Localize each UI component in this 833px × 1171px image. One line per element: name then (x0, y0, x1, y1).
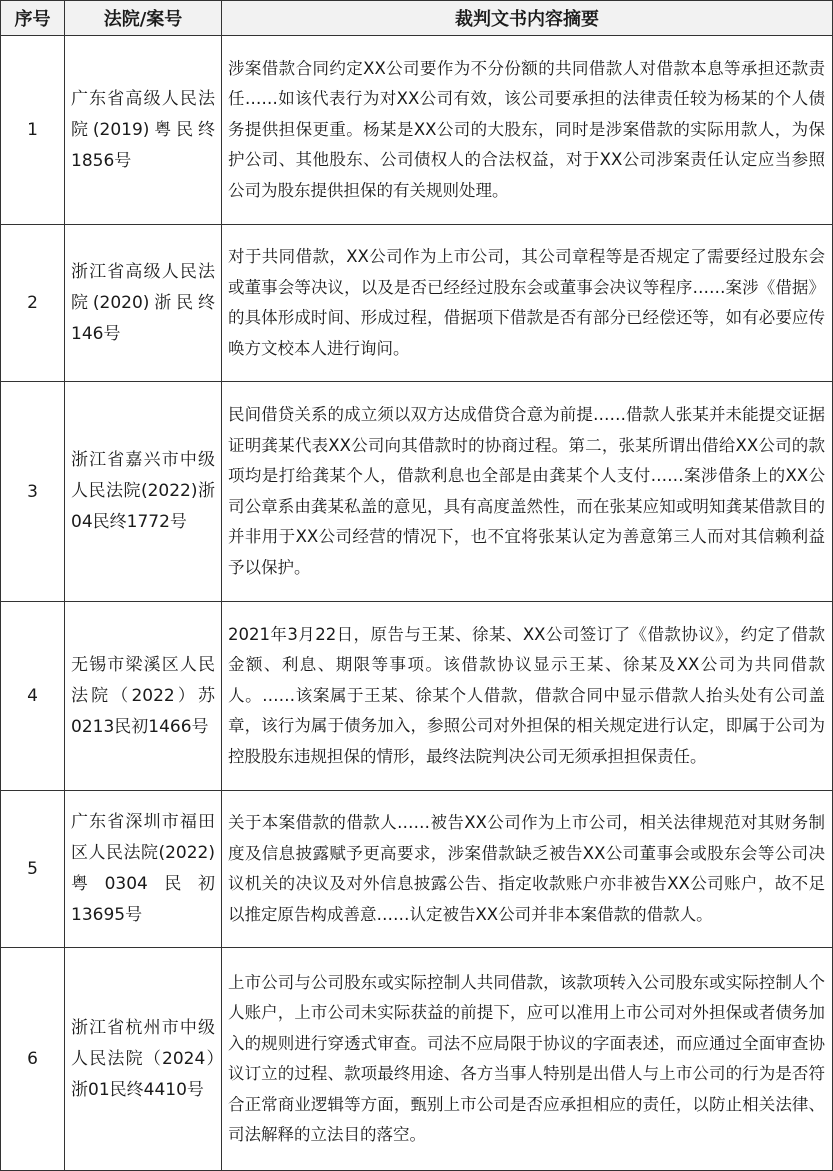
judgment-summary: 对于共同借款，XX公司作为上市公司，其公司章程等是否规定了需要经过股东会或董事会等决议，以及是否已经经过股东会或董事会决议等程序……案涉《借据》的具体形成时间、形成过程，借据项下借款是否有部分已经偿还等，如有必要应传唤方文校本人进行询问。 (222, 225, 833, 382)
court-case-number: 浙江省高级人民法院(2020)浙民终146号 (65, 225, 222, 382)
judgment-summary: 关于本案借款的借款人……被告XX公司作为上市公司，相关法律规范对其财务制度及信息披露赋予更高要求，涉案借款缺乏被告XX公司董事会或股东会等公司决议机关的决议及对外信息披露公告、指定收款账户亦非被告XX公司账户，故不足以推定原告构成善意……认定被告XX公司并非本案借款的借款人。 (222, 791, 833, 948)
header-court: 法院/案号 (65, 1, 222, 36)
header-summary: 裁判文书内容摘要 (222, 1, 833, 36)
table-row (1, 382, 833, 602)
row-number: 1 (1, 36, 65, 225)
judgment-summary: 2021年3月22日，原告与王某、徐某、XX公司签订了《借款协议》，约定了借款金额、利息、期限等事项。该借款协议显示王某、徐某及XX公司为共同借款人。……该案属于王某、徐某个人借款，借款合同中显示借款人抬头处有公司盖章，该行为属于债务加入，参照公司对外担保的相关规定进行认定，即属于公司为控股股东违规担保的情形，最终法院判决公司无须承担担保责任。 (222, 602, 833, 791)
judgment-summary: 上市公司与公司股东或实际控制人共同借款，该款项转入公司股东或实际控制人个人账户，上市公司未实际获益的前提下，应可以准用上市公司对外担保或者债务加入的规则进行穿透式审查。司法不应局限于协议的字面表述，而应通过全面审查协议订立的过程、款项最终用途、各方当事人特别是出借人与上市公司的行为是否符合正常商业逻辑等方面，甄别上市公司是否应承担相应的责任，以防止相关法律、司法解释的立法目的落空。 (222, 948, 833, 1171)
row-number: 5 (1, 791, 65, 948)
row-number: 4 (1, 602, 65, 791)
table-row (1, 791, 833, 948)
row-number: 3 (1, 382, 65, 602)
table-row (1, 602, 833, 791)
table-header-row (1, 1, 833, 36)
court-case-number: 广东省高级人民法院(2019)粤民终1856号 (65, 36, 222, 225)
court-case-number: 浙江省杭州市中级人民法院（2024）浙01民终4410号 (65, 948, 222, 1171)
judgment-summary: 民间借贷关系的成立须以双方达成借贷合意为前提……借款人张某并未能提交证据证明龚某代表XX公司向其借款时的协商过程。第二，张某所谓出借给XX公司的款项均是打给龚某个人，借款利息也全部是由龚某个人支付……案涉借条上的XX公司公章系由龚某私盖的意见，具有高度盖然性，而在张某应知或明知龚某借款目的并非用于XX公司经营的情况下，也不宜将张某认定为善意第三人而对其信赖利益予以保护。 (222, 382, 833, 602)
header-no: 序号 (1, 1, 65, 36)
court-case-number: 浙江省嘉兴市中级人民法院(2022)浙04民终1772号 (65, 382, 222, 602)
court-case-number: 无锡市梁溪区人民法院（2022）苏0213民初1466号 (65, 602, 222, 791)
table-row (1, 225, 833, 382)
judgment-summary: 涉案借款合同约定XX公司要作为不分份额的共同借款人对借款本息等承担还款责任……如该代表行为对XX公司有效，该公司要承担的法律责任较为杨某的个人债务提供担保更重。杨某是XX公司的大股东，同时是涉案借款的实际用款人，为保护公司、其他股东、公司债权人的合法权益，对于XX公司涉案责任认定应当参照公司为股东提供担保的有关规则处理。 (222, 36, 833, 225)
row-number: 6 (1, 948, 65, 1171)
row-number: 2 (1, 225, 65, 382)
court-case-number: 广东省深圳市福田区人民法院(2022)粤0304民初13695号 (65, 791, 222, 948)
table-row (1, 36, 833, 225)
table-row (1, 948, 833, 1171)
